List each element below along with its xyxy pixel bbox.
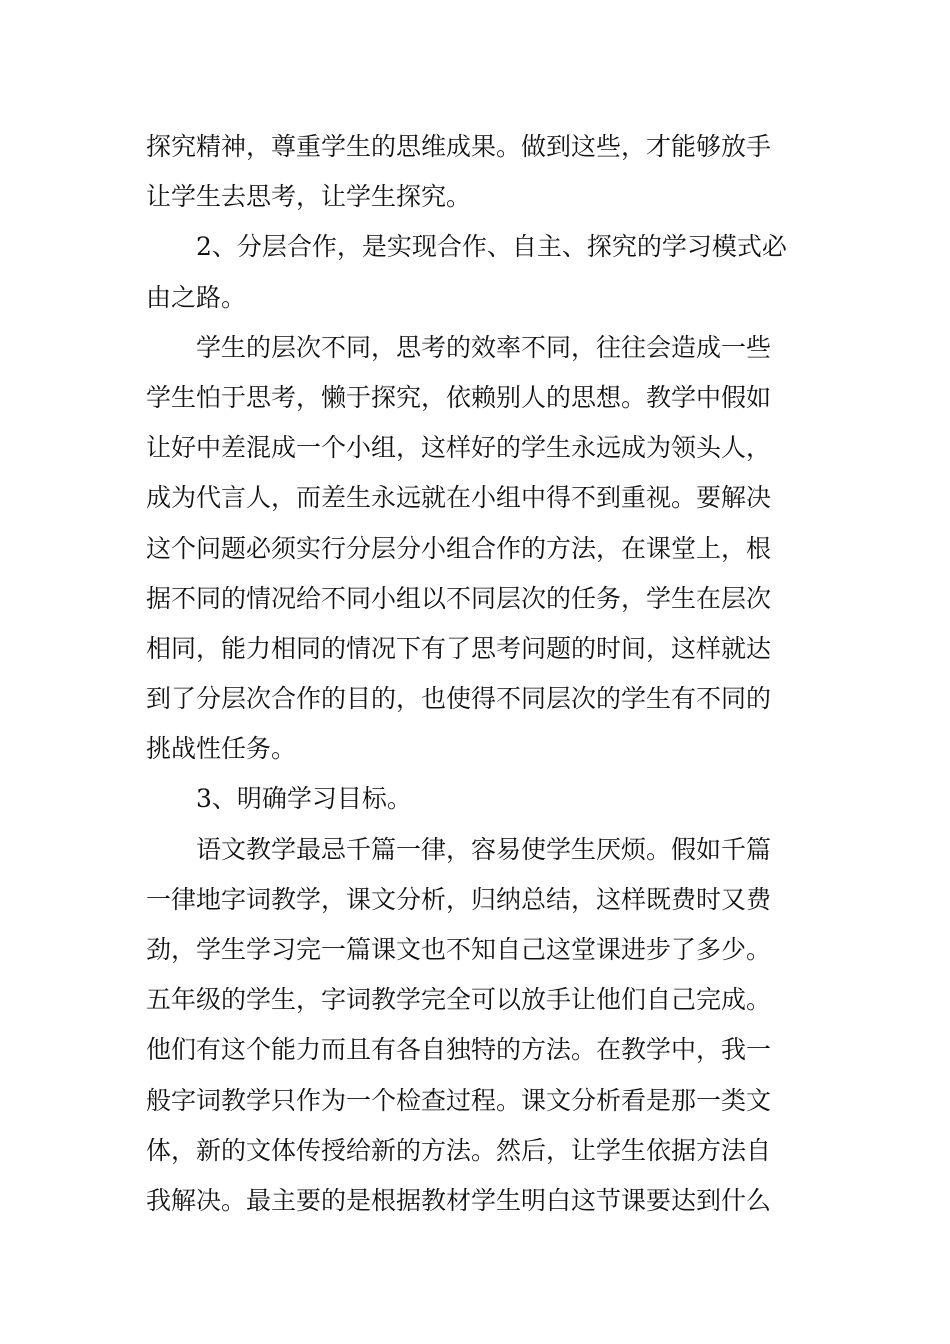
text-line: 探究精神，尊重学生的思维成果。做到这些，才能够放手 <box>146 132 772 161</box>
section-heading-2: 2、分层合作，是实现合作、自主、探究的学习模式必 <box>196 232 787 262</box>
text-line: 体，新的文体传授给新的方法。然后，让学生依据方法自 <box>146 1135 772 1165</box>
text-line: 由之路。 <box>146 282 247 312</box>
paragraph-start: 语文教学最忌千篇一律，容易使学生厌烦。假如千篇 <box>196 834 772 864</box>
text-line: 挑战性任务。 <box>146 734 297 764</box>
text-line: 他们有这个能力而且有各自独特的方法。在教学中，我一 <box>146 1035 772 1065</box>
text-line: 让好中差混成一个小组，这样好的学生永远成为领头人， <box>146 433 772 463</box>
text-line: 相同，能力相同的情况下有了思考问题的时间，这样就达 <box>146 633 772 663</box>
document-body <box>146 122 816 1226</box>
paragraph-start: 学生的层次不同，思考的效率不同，往往会造成一些 <box>196 332 772 362</box>
text-line: 这个问题必须实行分层分小组合作的方法，在课堂上，根 <box>146 533 772 563</box>
text-line: 学生怕于思考，懒于探究，依赖别人的思想。教学中假如 <box>146 382 772 412</box>
text-line: 劲，学生学习完一篇课文也不知自己这堂课进步了多少。 <box>146 935 772 964</box>
text-line: 让学生去思考，让学生探究。 <box>146 182 472 212</box>
text-line: 般字词教学只作为一个检查过程。课文分析看是那一类文 <box>146 1085 772 1115</box>
text-line: 成为代言人，而差生永远就在小组中得不到重视。要解决 <box>146 483 772 513</box>
text-line: 我解决。最主要的是根据教材学生明白这节课要达到什么 <box>146 1185 772 1215</box>
text-line: 据不同的情况给不同小组以不同层次的任务，学生在层次 <box>146 583 772 613</box>
text-line: 到了分层次合作的目的，也使得不同层次的学生有不同的 <box>146 684 772 714</box>
text-line: 五年级的学生，字词教学完全可以放手让他们自己完成。 <box>146 985 772 1015</box>
text-line: 一律地字词教学，课文分析，归纳总结，这样既费时又费 <box>146 884 772 914</box>
section-heading-3: 3、明确学习目标。 <box>196 784 412 814</box>
